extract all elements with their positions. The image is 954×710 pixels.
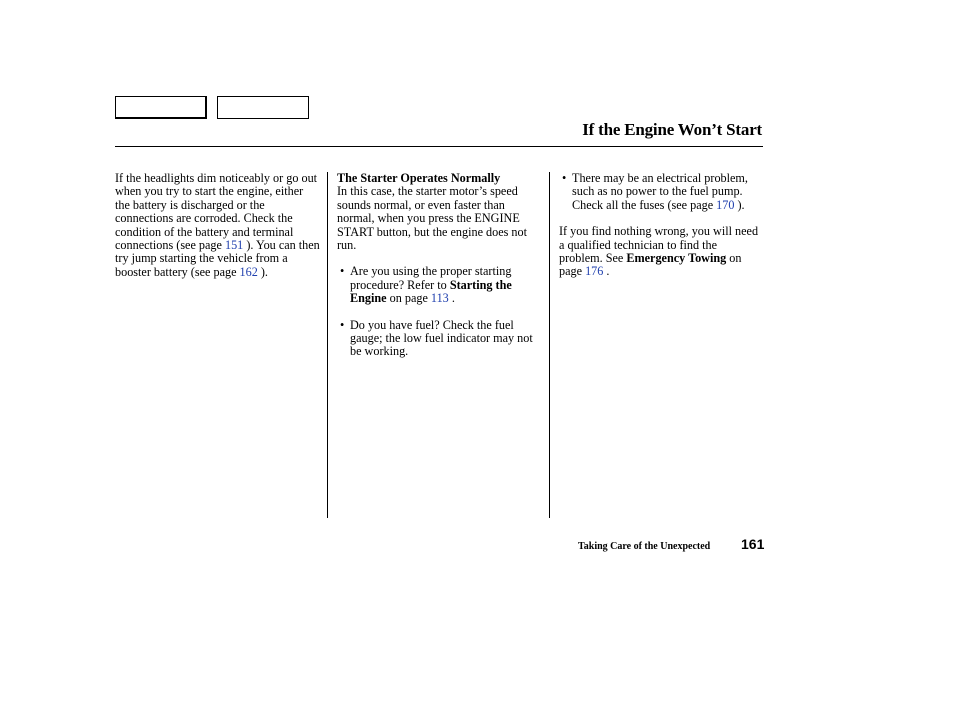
bold-ref-emergency-towing: Emergency Towing bbox=[626, 251, 727, 266]
bullet-text: Are you using the proper starting procedure? Refer to bbox=[350, 264, 512, 292]
para-text: If you find nothing wrong, you will need a qualified technician to find the problem. See bbox=[559, 224, 759, 266]
column-starter bbox=[337, 172, 541, 359]
battery-text-end: ). bbox=[257, 264, 268, 279]
column-divider bbox=[549, 172, 550, 518]
battery-text-middle: ). You can then try jump starting the vehicle from a booster battery (see page bbox=[115, 238, 320, 279]
battery-text-start: If the headlights dim noticeably or go out when you try to start the engine, either the battery is discharged or the connections are corroded. Check the condition of the battery and terminal connections (see page bbox=[115, 171, 318, 253]
bullet-marker: • bbox=[562, 171, 567, 185]
para-text-mid: on page bbox=[559, 251, 742, 279]
bullet-text-mid: on page bbox=[386, 291, 431, 306]
bullet-text-end: . bbox=[448, 291, 455, 306]
bullet-electrical bbox=[559, 172, 759, 212]
link-page-170[interactable]: 170 bbox=[716, 197, 735, 212]
para-text-end: . bbox=[603, 264, 610, 279]
bullet-text: There may be an electrical problem, such as no power to the fuel pump. Check all the fuses (see page bbox=[572, 171, 748, 212]
footer-section-title: Taking Care of the Unexpected bbox=[578, 541, 711, 552]
page-title: If the Engine Won’t Start bbox=[582, 120, 762, 139]
bold-ref-starting-engine: Starting the Engine bbox=[350, 277, 512, 306]
title-divider bbox=[115, 146, 763, 147]
nav-button-contents[interactable] bbox=[217, 96, 309, 119]
starter-heading: The Starter Operates Normally bbox=[337, 171, 501, 185]
column-electrical bbox=[559, 172, 759, 279]
bullet-marker: • bbox=[340, 264, 345, 279]
link-page-151[interactable]: 151 bbox=[224, 238, 244, 253]
bullet-text-end: ). bbox=[734, 197, 745, 212]
bullet-starting-procedure bbox=[337, 265, 541, 305]
nav-button-previous[interactable] bbox=[115, 96, 207, 119]
bullet-fuel bbox=[337, 319, 541, 359]
battery-paragraph bbox=[115, 172, 321, 279]
page-number: 161 bbox=[741, 536, 765, 552]
technician-paragraph bbox=[559, 225, 759, 279]
bullet-text: Do you have fuel? Check the fuel gauge; the low fuel indicator may not be working. bbox=[350, 317, 533, 359]
column-battery bbox=[115, 172, 321, 279]
bullet-marker: • bbox=[340, 317, 345, 332]
link-page-176[interactable]: 176 bbox=[585, 264, 604, 279]
starter-intro: In this case, the starter motor’s speed sounds normal, or even faster than normal, when you press the ENGINE START button, but the engine does not run. bbox=[337, 184, 528, 253]
link-page-162[interactable]: 162 bbox=[239, 264, 258, 279]
link-page-113[interactable]: 113 bbox=[430, 291, 449, 306]
column-divider bbox=[327, 172, 328, 518]
